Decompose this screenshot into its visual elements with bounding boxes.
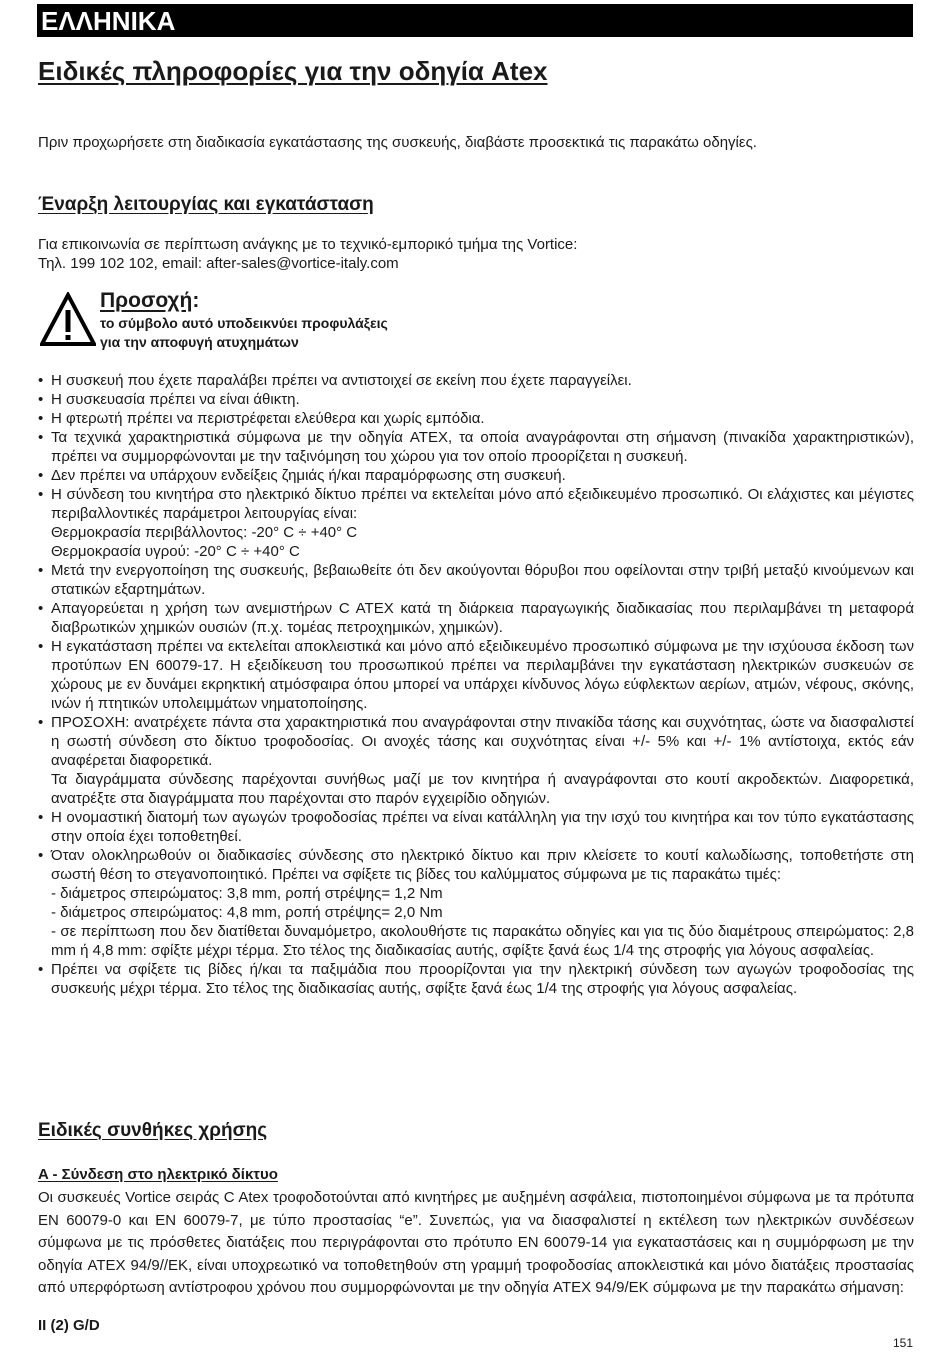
contact-line: Για επικοινωνία σε περίπτωση ανάγκης με το τεχνικό-εμπορικό τμήμα της Vortice:	[38, 236, 578, 253]
warning-text-line: για την αποφυγή ατυχημάτων	[100, 334, 299, 350]
warning-text-line: το σύμβολο αυτό υποδεικνύει προφυλάξεις	[100, 315, 388, 331]
list-item-text: Η ονομαστική διατομή των αγωγών τροφοδοσίας πρέπει να είναι κατάλληλη για την ισχύ του κινητήρα και τον τύπο εγκατάστασης στην οποία έχει τοποθετηθεί.	[51, 809, 914, 845]
list-item	[38, 599, 914, 637]
list-item	[38, 808, 914, 846]
list-item	[38, 485, 914, 561]
contact-info	[38, 235, 914, 273]
list-item	[38, 390, 914, 409]
warning-title-colon: :	[192, 289, 200, 312]
section-heading-startup: Έναρξη λειτουργίας και εγκατάσταση	[38, 194, 374, 215]
list-item-text: Πρέπει να σφίξετε τις βίδες ή/και τα παξιμάδια που προορίζονται για την ηλεκτρική σύνδεση των αγωγών τροφοδοσίας της συσκευής μέχρι τέρμα. Στο τέλος της διαδικασίας αυτής, σφίξτε ξανά έως 1/4 της στροφής για λόγους ασφαλείας.	[51, 961, 914, 997]
list-item	[38, 713, 914, 808]
subsection-body: Οι συσκευές Vortice σειράς C Atex τροφοδοτούνται από κινητήρες με αυξημένη ασφάλεια, πιστοποιημένοι σύμφωνα με τα πρότυπα EN 60079-0 και EN 60079-7, με τύπο προστασίας “e”. Συνεπώς, για να διασφαλιστεί η εκτέλεση των ηλεκτρικών συνδέσεων σύμφωνα με τις πρόσθετες διατάξεις που περιγράφονται στο πρότυπο EN 60079-14 για εγκαταστάσεις και η συμμόρφωση με την οδηγία ATEX 94/9//ΕΚ, είναι υποχρεωτικό να τοποθετηθούν στη γραμμή τροφοδοσίας αποκλειστικά και μόνο διατάξεις προστασίας από υπερφόρτωση αντίστροφου χρόνου που συμμορφώνονται με την οδηγία ATEX 94/9/ΕΚ σύμφωνα με την παρακάτω σήμανση:	[38, 1189, 914, 1296]
warning-block	[100, 288, 388, 352]
contact-phone-email: Τηλ. 199 102 102, email: after-sales@vortice-italy.com	[38, 255, 399, 272]
list-item	[38, 960, 914, 998]
subsection-title: A - Σύνδεση στο ηλεκτρικό δίκτυο	[38, 1166, 278, 1183]
warning-triangle-icon	[40, 292, 96, 347]
intro-paragraph: Πριν προχωρήσετε στη διαδικασία εγκατάστασης της συσκευής, διαβάστε προσεκτικά τις παρακάτω οδηγίες.	[38, 134, 757, 151]
list-item-text: Η σύνδεση του κινητήρα στο ηλεκτρικό δίκτυο πρέπει να εκτελείται μόνο από εξειδικευμένο προσωπικό. Οι ελάχιστες και μέγιστες περιβαλλοντικές παράμετροι λειτουργίας είναι:	[51, 486, 914, 522]
list-item	[38, 409, 914, 428]
list-item-text: Η συσκευή που έχετε παραλάβει πρέπει να αντιστοιχεί σε εκείνη που έχετε παραγγείλει.	[51, 372, 632, 389]
list-item-text: Όταν ολοκληρωθούν οι διαδικασίες σύνδεσης στο ηλεκτρικό δίκτυο και πριν κλείσετε το κουτί καλωδίωσης, τοποθετήστε στη σωστή θέση το στεγανοποιητικό. Πρέπει να σφίξετε τις βίδες του καλύμματος σύμφωνα με τις παρακάτω τιμές:	[51, 847, 914, 883]
list-item	[38, 637, 914, 713]
page-number: 151	[892, 1336, 913, 1350]
list-item	[38, 466, 914, 485]
warning-title: Προσοχή	[100, 289, 193, 312]
section-heading-special-conditions: Ειδικές συνθήκες χρήσης	[38, 1120, 268, 1141]
list-item-text: Η εγκατάσταση πρέπει να εκτελείται αποκλειστικά και μόνο από εξειδικευμένο προσωπικό σύμφωνα με την ισχύουσα έκδοση των προτύπων EN 60079-17. Η εξειδίκευση του προσωπικού πρέπει να περιλαμβάνει την εγκατάσταση ηλεκτρικών συσκευών σε χώρους με εν δυνάμει εκρηκτική ατμόσφαιρα όπου μπορεί να υπάρχει κίνδυνος λόγω εύφλεκτων αερίων, ατμών, νέφους, σκόνης, ινών ή πτητικών υπολειμμάτων νηματοποίησης.	[51, 638, 914, 712]
list-item	[38, 428, 914, 466]
list-item-text: Η φτερωτή πρέπει να περιστρέφεται ελεύθερα και χωρίς εμπόδια.	[51, 410, 485, 427]
list-item	[38, 846, 914, 960]
list-item	[38, 561, 914, 599]
language-banner: ΕΛΛΗΝΙΚΑ	[37, 4, 913, 37]
screw-spec: - σε περίπτωση που δεν διατίθεται δυναμόμετρο, ακολουθήστε τις παρακάτω οδηγίες και για τις δύο διαμέτρους σπειρώματος: 2,8 mm ή 4,8 mm: σφίξτε μέχρι τέρμα. Στο τέλος της διαδικασίας αυτής, σφίξτε ξανά έως 1/4 της στροφής για λόγους ασφαλείας.	[51, 923, 914, 959]
list-item-text: Μετά την ενεργοποίηση της συσκευής, βεβαιωθείτε ότι δεν ακούγονται θόρυβοι που οφείλονται στην τριβή μεταξύ κινούμενων και στατικών εξαρτημάτων.	[51, 562, 914, 598]
list-item-text: Η συσκευασία πρέπει να είναι άθικτη.	[51, 391, 300, 408]
fluid-temperature: Θερμοκρασία υγρού: -20° C ÷ +40° C	[51, 543, 300, 560]
atex-marking: II (2) G/D	[38, 1317, 100, 1334]
diagrams-note: Τα διαγράμματα σύνδεσης παρέχονται συνήθως μαζί με τον κινητήρα ή αναγράφονται στο κουτί ακροδεκτών. Διαφορετικά, ανατρέξτε στα διαγράμματα που παρέχονται στο παρόν εγχειρίδιο οδηγιών.	[51, 771, 914, 807]
screw-spec: - διάμετρος σπειρώματος: 3,8 mm, ροπή στρέψης= 1,2 Nm	[51, 885, 443, 902]
installation-checklist	[38, 371, 914, 998]
list-item	[38, 371, 914, 390]
ambient-temperature: Θερμοκρασία περιβάλλοντος: -20° C ÷ +40° C	[51, 524, 358, 541]
screw-spec: - διάμετρος σπειρώματος: 4,8 mm, ροπή στρέψης= 2,0 Nm	[51, 904, 443, 921]
list-item-text: ΠΡΟΣΟΧΗ: ανατρέχετε πάντα στα χαρακτηριστικά που αναγράφονται στην πινακίδα τάσης και συχνότητας, ώστε να διασφαλιστεί η σωστή σύνδεση στο δίκτυο τροφοδοσίας. Οι ανοχές τάσης και συχνότητας είναι +/- 5% και +/- 1% αντίστοιχα, εκτός εάν αναφέρεται διαφορετικά.	[51, 714, 914, 769]
list-item-text: Τα τεχνικά χαρακτηριστικά σύμφωνα με την οδηγία ATEX, τα οποία αναγράφονται στη σήμανση (πινακίδα χαρακτηριστικών), πρέπει να συμμορφώνονται με την ταξινόμηση του χώρου για τον οποίο προορίζεται η συσκευή.	[51, 429, 914, 465]
list-item-text: Απαγορεύεται η χρήση των ανεμιστήρων C ATEX κατά τη διάρκεια παραγωγικής διαδικασίας που περιλαμβάνει τη μεταφορά διαβρωτικών χημικών ουσιών (π.χ. τομέας πετροχημικών, χημικών).	[51, 600, 914, 636]
list-item-text: Δεν πρέπει να υπάρχουν ενδείξεις ζημιάς ή/και παραμόρφωσης στη συσκευή.	[51, 467, 566, 484]
page-title: Ειδικές πληροφορίες για την οδηγία Atex	[38, 56, 548, 86]
